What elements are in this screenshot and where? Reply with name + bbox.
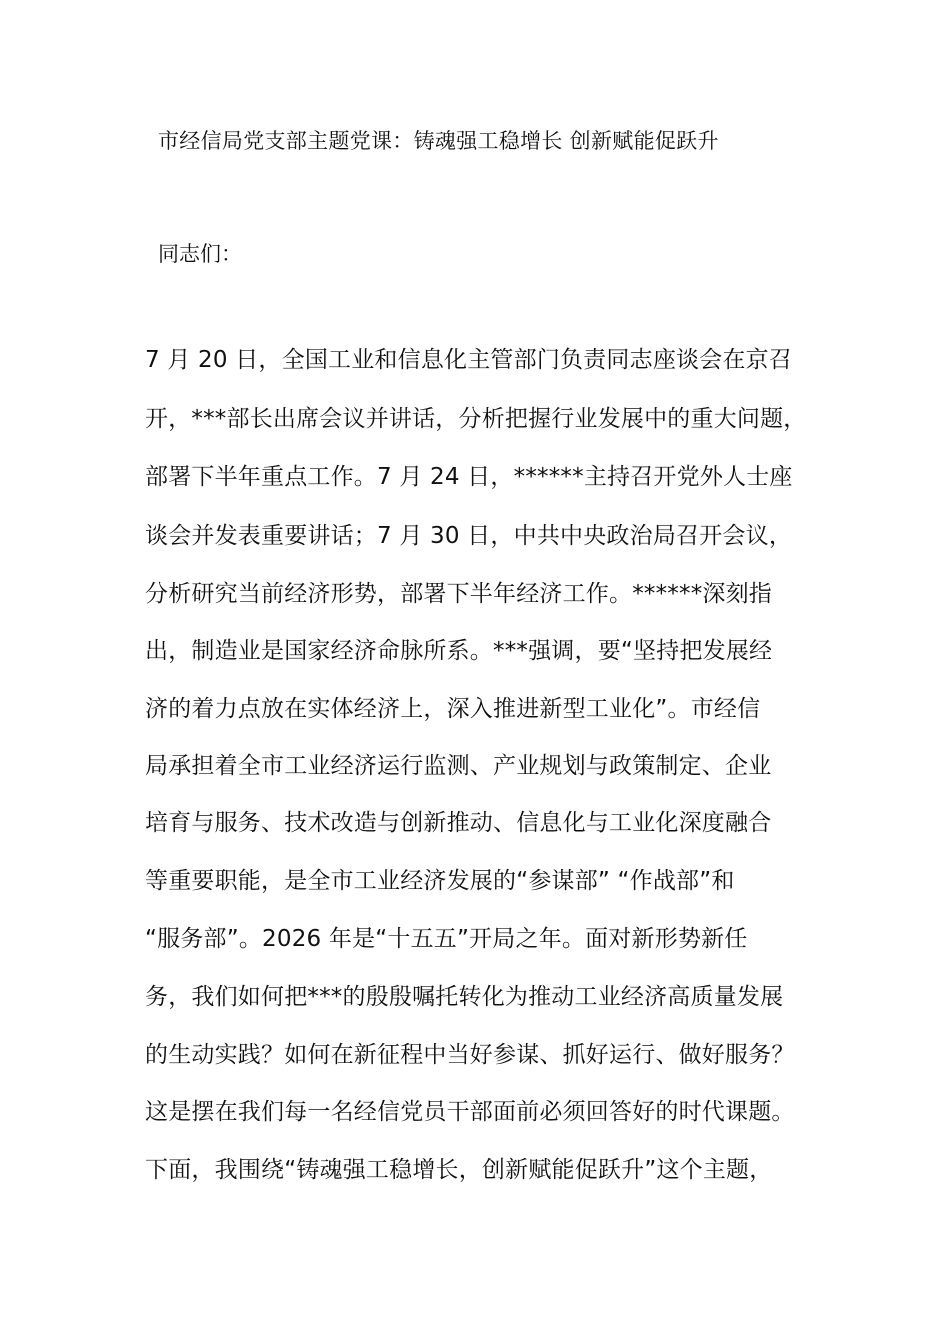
body-line: 分析研究当前经济形势，部署下半年经济工作。******深刻指 [145,581,772,607]
body-line: 部署下半年重点工作。7 月 24 日，******主持召开党外人士座 [145,464,793,490]
salutation: 同志们： [158,242,242,266]
body-line: 7 月 20 日，全国工业和信息化主管部门负责同志座谈会在京召 [145,347,793,373]
body-line: 务，我们如何把***的殷殷嘱托转化为推动工业经济高质量发展 [145,984,784,1010]
body-line: 出，制造业是国家经济命脉所系。***强调，要“坚持把发展经 [145,638,773,664]
body-line: 的生动实践？如何在新征程中当好参谋、抓好运行、做好服务？ [145,1042,795,1068]
body-line: 济的着力点放在实体经济上，深入推进新型工业化”。市经信 [145,696,761,722]
body-line: 下面，我围绕“铸魂强工稳增长，创新赋能促跃升”这个主题， [145,1157,773,1183]
body-line: 培育与服务、技术改造与创新推动、信息化与工业化深度融合 [145,810,772,836]
body-line: 开，***部长出席会议并讲话，分析把握行业发展中的重大问题， [145,406,807,432]
document-title: 市经信局党支部主题党课：铸魂强工稳增长 创新赋能促跃升 [158,129,719,153]
body-line: 这是摆在我们每一名经信党员干部面前必须回答好的时代课题。 [145,1099,795,1125]
body-line: 谈会并发表重要讲话；7 月 30 日，中共中央政治局召开会议， [145,523,793,549]
body-line: 局承担着全市工业经济运行监测、产业规划与政策制定、企业 [145,753,772,779]
body-line: “服务部”。2026 年是“十五五”开局之年。面对新形势新任 [145,926,748,952]
body-line: 等重要职能，是全市工业经济发展的“参谋部” “作战部”和 [145,868,735,894]
